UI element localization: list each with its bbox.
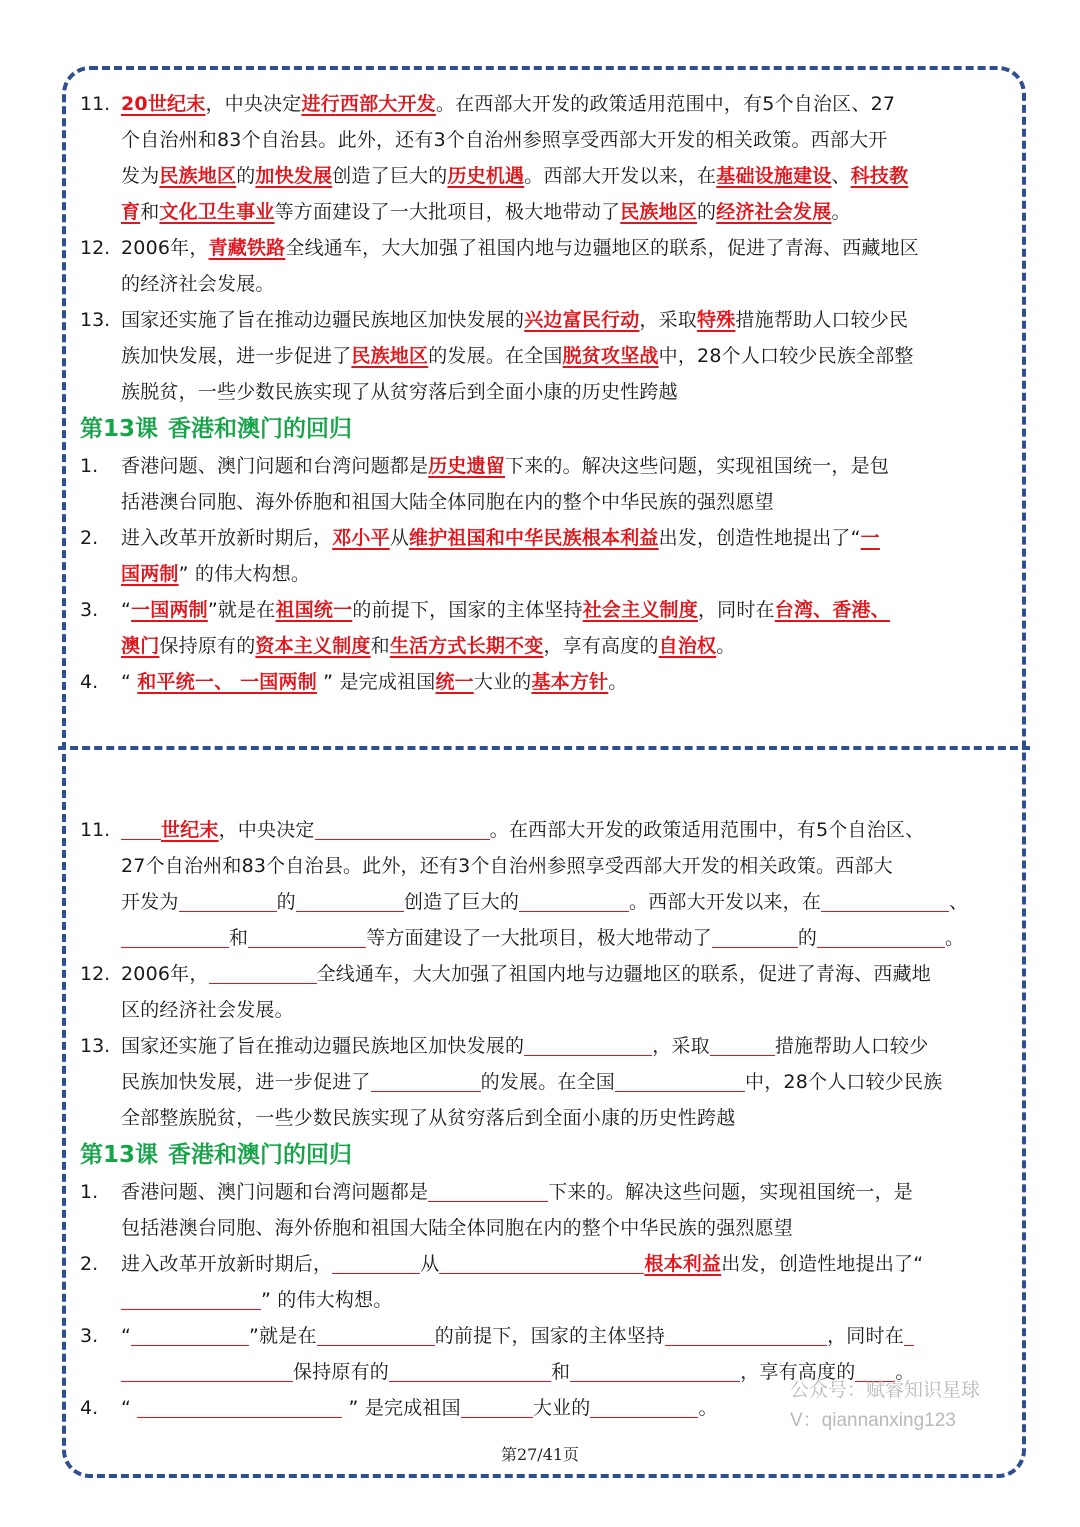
lesson-number: 第13课	[80, 416, 159, 442]
item-text	[121, 302, 1015, 338]
answer-blank[interactable]	[519, 887, 629, 912]
answer-blank[interactable]	[665, 1321, 827, 1346]
answer-blank[interactable]	[428, 1177, 548, 1202]
plain-text: 27个自治州和83个自治县。此外，还有3个自治州参照享受西部大开发的相关政策。西部大	[121, 855, 893, 877]
item-line	[80, 1100, 1015, 1136]
section-divider	[58, 746, 1030, 750]
answer-blank[interactable]	[317, 1321, 435, 1346]
plain-text: 出发，创造性地提出了“	[658, 527, 861, 549]
item-line	[80, 484, 1015, 520]
answer-blank[interactable]	[615, 1067, 745, 1092]
plain-text: 大业的	[532, 1397, 591, 1419]
answer-blank[interactable]	[371, 1067, 481, 1092]
plain-text: ” 的伟大构想。	[178, 563, 311, 585]
item-line	[80, 1246, 1015, 1282]
key-term: 统一	[435, 671, 474, 693]
plain-text: 下来的。解决这些问题，实现祖国统一，是	[548, 1181, 914, 1203]
watermark-line-1: 公众号：赋睿知识星球	[790, 1380, 981, 1401]
answer-blank[interactable]	[817, 923, 945, 948]
key-term: 根本利益	[644, 1253, 722, 1275]
plain-text: 和	[551, 1361, 571, 1383]
key-term: 世纪末	[161, 819, 219, 841]
plain-text: 保持原有的	[159, 635, 256, 657]
plain-text: 和	[229, 927, 249, 949]
item-line	[80, 448, 1015, 484]
key-term: 资本主义制度	[255, 635, 371, 657]
plain-text: 。西部大开发以来，在	[524, 165, 717, 187]
plain-text: 全线通车，大大加强了祖国内地与边疆地区的联系，促进了青海、西藏地	[316, 963, 931, 985]
plain-text: 包括港澳台同胞、海外侨胞和祖国大陆全体同胞在内的整个中华民族的强烈愿望	[121, 1217, 794, 1239]
item-number: 4.	[80, 1397, 99, 1419]
answer-blank[interactable]	[296, 887, 404, 912]
plain-text: 民族加快发展，进一步促进了	[121, 1071, 371, 1093]
item-number: 3.	[80, 1325, 99, 1347]
key-term: 祖国统一	[275, 599, 353, 621]
plain-text: 进入改革开放新时期后，	[121, 1253, 333, 1275]
key-term: 社会主义制度	[582, 599, 698, 621]
plain-text: 下来的。解决这些问题，实现祖国统一，是包	[505, 455, 890, 477]
plain-text: 的	[797, 927, 818, 949]
plain-text: 国家还实施了旨在推动边疆民族地区加快发展的	[121, 1035, 525, 1057]
item-text	[121, 1064, 1015, 1100]
key-term: 进行西部大开发	[301, 93, 436, 115]
item-line	[80, 556, 1015, 592]
plain-text: 全部整族脱贫，一些少数民族实现了从贫穷落后到全面小康的历史性跨越	[121, 1107, 736, 1129]
plain-text: 的发展。在全国	[428, 345, 563, 367]
item-number: 12.	[80, 963, 111, 985]
plain-text: 。	[945, 927, 965, 949]
item-line	[80, 812, 1015, 848]
item-text	[121, 1210, 1015, 1246]
item-line	[80, 1028, 1015, 1064]
plain-text: 的前提下，国家的主体坚持	[352, 599, 583, 621]
plain-text: “	[121, 671, 138, 693]
plain-text: ”就是在	[207, 599, 276, 621]
plain-text: 的前提下，国家的主体坚持	[434, 1325, 666, 1347]
plain-text: 全线通车，大大加强了祖国内地与边疆地区的联系，促进了青海、西藏地区	[285, 237, 919, 259]
lesson-title: 香港和澳门的回归	[168, 1142, 353, 1168]
plain-text: 香港问题、澳门问题和台湾问题都是	[121, 1181, 429, 1203]
page-number: 第27/41页	[500, 1445, 580, 1464]
item-line	[80, 592, 1015, 628]
item-text	[121, 592, 1015, 628]
key-term: 历史遗留	[428, 455, 506, 477]
item-text	[121, 158, 1015, 194]
key-term: 国两制	[121, 563, 179, 585]
item-text	[121, 1028, 1015, 1064]
item-text	[121, 338, 1015, 374]
item-text	[121, 664, 1015, 700]
answer-section	[80, 86, 1015, 700]
key-term: 加快发展	[255, 165, 333, 187]
answer-blank[interactable]	[712, 923, 798, 948]
key-term: 维护祖国和中华民族根本利益	[409, 527, 659, 549]
item-text	[121, 1100, 1015, 1136]
answer-blank[interactable]	[590, 1393, 698, 1418]
plain-text: 出发，创造性地提出了“	[721, 1253, 924, 1275]
item-line	[80, 884, 1015, 920]
answer-blank[interactable]	[121, 1285, 261, 1310]
plain-text: 和	[370, 635, 390, 657]
item-text	[121, 848, 1015, 884]
answer-blank[interactable]	[121, 923, 229, 948]
answer-blank[interactable]	[389, 1357, 551, 1382]
plain-text: ，同时在	[697, 599, 775, 621]
lesson-number: 第13课	[80, 1142, 159, 1168]
plain-text: “	[121, 1325, 132, 1347]
item-number: 3.	[80, 599, 99, 621]
lesson-heading	[80, 410, 1015, 448]
answer-blank[interactable]	[131, 1321, 249, 1346]
item-text	[121, 956, 1015, 992]
item-number: 11.	[80, 819, 111, 841]
item-line	[80, 848, 1015, 884]
item-text	[121, 812, 1015, 848]
answer-blank[interactable]	[439, 1249, 644, 1274]
item-line	[80, 302, 1015, 338]
item-text	[121, 1282, 1015, 1318]
plain-text: 区的经济社会发展。	[121, 999, 294, 1021]
plain-text: 创造了巨大的	[332, 165, 448, 187]
key-term: 特殊	[697, 309, 736, 331]
plain-text: “	[121, 599, 132, 621]
plain-text: 族脱贫，一些少数民族实现了从贫穷落后到全面小康的历史性跨越	[121, 381, 678, 403]
key-term: 育	[121, 201, 141, 223]
answer-blank[interactable]	[524, 1031, 652, 1056]
plain-text: ” 是完成祖国	[316, 671, 436, 693]
item-line	[80, 86, 1015, 122]
key-term: 经济社会发展	[716, 201, 832, 223]
item-text	[121, 884, 1015, 920]
plain-text: ，享有高度的	[543, 635, 659, 657]
plain-text: 国家还实施了旨在推动边疆民族地区加快发展的	[121, 309, 525, 331]
answer-blank[interactable]	[332, 1249, 420, 1274]
item-line	[80, 1064, 1015, 1100]
plain-text: 。在西部大开发的政策适用范围中，有5个自治区、	[489, 819, 925, 841]
item-line	[80, 230, 1015, 266]
key-term: 20世纪末	[121, 93, 206, 115]
item-text	[121, 1174, 1015, 1210]
key-term: 民族地区	[159, 165, 237, 187]
key-term: 一国两制	[131, 599, 208, 621]
plain-text: 、	[831, 165, 851, 187]
plain-text: 的发展。在全国	[480, 1071, 616, 1093]
item-line	[80, 992, 1015, 1028]
plain-text: 从	[420, 1253, 440, 1275]
item-line	[80, 956, 1015, 992]
watermark-line-2: V：qiannanxing123	[790, 1410, 956, 1431]
answer-blank[interactable]	[315, 815, 490, 840]
item-line	[80, 1318, 1015, 1354]
item-text	[121, 1318, 1015, 1354]
item-text	[121, 484, 1015, 520]
plain-text: 。	[608, 671, 628, 693]
answer-blank[interactable]	[248, 923, 366, 948]
plain-text: 开发为	[121, 891, 179, 913]
item-text	[121, 194, 1015, 230]
key-term: 科技教	[850, 165, 909, 187]
plain-text: 。	[831, 201, 851, 223]
item-number: 12.	[80, 237, 111, 259]
plain-text: ，采取	[652, 1035, 710, 1057]
key-term: 基础设施建设	[716, 165, 832, 187]
answer-blank[interactable]	[821, 887, 949, 912]
item-line	[80, 628, 1015, 664]
plain-text: 措施帮助人口较少	[774, 1035, 929, 1057]
item-line	[80, 158, 1015, 194]
key-term: 脱贫攻坚战	[562, 345, 659, 367]
plain-text: ，享有高度的	[740, 1361, 856, 1383]
plain-text: 进入改革开放新时期后，	[121, 527, 333, 549]
plain-text: 的经济社会发展。	[121, 273, 275, 295]
plain-text: 。西部大开发以来，在	[629, 891, 822, 913]
plain-text: ，采取	[639, 309, 698, 331]
item-text	[121, 86, 1015, 122]
answer-blank[interactable]	[461, 1393, 533, 1418]
plain-text: 等方面建设了一大批项目，极大地带动了	[366, 927, 712, 949]
item-text	[121, 920, 1015, 956]
plain-text: 。在西部大开发的政策适用范围中，有5个自治区、27	[435, 93, 896, 115]
key-term: 自治权	[658, 635, 717, 657]
plain-text: 2006年，	[121, 237, 209, 259]
answer-blank[interactable]	[710, 1031, 775, 1056]
plain-text: 发为	[121, 165, 160, 187]
plain-text: 2006年，	[121, 963, 209, 985]
key-term: 民族地区	[351, 345, 429, 367]
item-line	[80, 920, 1015, 956]
key-term: 台湾、香港、	[774, 599, 890, 621]
item-line	[80, 1210, 1015, 1246]
plain-text: 措施帮助人口较少民	[735, 309, 909, 331]
item-line	[80, 374, 1015, 410]
plain-text: 从	[389, 527, 410, 549]
item-number: 13.	[80, 1035, 111, 1057]
item-line	[80, 520, 1015, 556]
item-line	[80, 122, 1015, 158]
plain-text: 保持原有的	[293, 1361, 390, 1383]
plain-text: 的	[236, 165, 256, 187]
plain-text: 香港问题、澳门问题和台湾问题都是	[121, 455, 429, 477]
plain-text: 中，28个人口较少民族	[745, 1071, 943, 1093]
key-term: 基本方针	[531, 671, 609, 693]
lesson-heading	[80, 1136, 1015, 1174]
plain-text: 。	[895, 1361, 915, 1383]
fill-in-section	[80, 812, 1015, 1426]
plain-text: ，中央决定	[218, 819, 315, 841]
key-term: 一	[860, 527, 880, 549]
lesson-title: 香港和澳门的回归	[168, 416, 353, 442]
key-term: 青藏铁路	[208, 237, 286, 259]
key-term: 生活方式长期不变	[389, 635, 544, 657]
item-text	[121, 520, 1015, 556]
plain-text: 族加快发展，进一步促进了	[121, 345, 352, 367]
item-text	[121, 992, 1015, 1028]
item-text	[121, 556, 1015, 592]
item-text	[121, 374, 1015, 410]
plain-text: 的	[697, 201, 717, 223]
item-line	[80, 664, 1015, 700]
item-text	[121, 1246, 1015, 1282]
plain-text: 。	[698, 1397, 718, 1419]
item-number: 2.	[80, 527, 99, 549]
item-line	[80, 338, 1015, 374]
answer-blank[interactable]	[904, 1321, 914, 1346]
item-line	[80, 1282, 1015, 1318]
answer-blank[interactable]	[137, 1393, 342, 1418]
plain-text: ”就是在	[249, 1325, 317, 1347]
plain-text: 创造了巨大的	[403, 891, 520, 913]
watermark	[790, 1376, 980, 1436]
answer-blank[interactable]	[570, 1357, 740, 1382]
answer-blank[interactable]	[179, 887, 277, 912]
item-line	[80, 266, 1015, 302]
plain-text: 等方面建设了一大批项目，极大地带动了	[274, 201, 621, 223]
answer-blank[interactable]	[209, 959, 317, 984]
key-term: 兴边富民行动	[524, 309, 640, 331]
key-term: 民族地区	[620, 201, 698, 223]
plain-text: 大业的	[473, 671, 532, 693]
item-number: 2.	[80, 1253, 99, 1275]
plain-text: ” 的伟大构想。	[261, 1289, 393, 1311]
plain-text: 。	[716, 635, 736, 657]
plain-text: ” 是完成祖国	[342, 1397, 461, 1419]
plain-text: 中，28个人口较少民族全部整	[658, 345, 914, 367]
item-text	[121, 230, 1015, 266]
key-term: 和平统一、 一国两制	[137, 671, 317, 693]
plain-text: 、	[949, 891, 969, 913]
item-number: 13.	[80, 309, 111, 331]
plain-text: 的	[276, 891, 296, 913]
plain-text: 括港澳台同胞、海外侨胞和祖国大陆全体同胞在内的整个中华民族的强烈愿望	[121, 491, 774, 513]
key-term: 文化卫生事业	[159, 201, 275, 223]
item-number: 11.	[80, 93, 111, 115]
answer-blank[interactable]	[121, 1357, 293, 1382]
key-term: 邓小平	[332, 527, 390, 549]
item-text	[121, 448, 1015, 484]
key-term: 历史机遇	[447, 165, 525, 187]
item-line	[80, 1174, 1015, 1210]
plain-text: ，中央决定	[205, 93, 302, 115]
item-line	[80, 194, 1015, 230]
item-text	[121, 266, 1015, 302]
item-number: 1.	[80, 1181, 99, 1203]
item-text	[121, 122, 1015, 158]
item-number: 1.	[80, 455, 99, 477]
plain-text: 个自治州和83个自治县。此外，还有3个自治州参照享受西部大开发的相关政策。西部大开	[121, 129, 888, 151]
plain-text: 和	[140, 201, 160, 223]
item-text	[121, 628, 1015, 664]
plain-text: “	[121, 1397, 138, 1419]
answer-blank[interactable]	[121, 815, 161, 840]
key-term: 澳门	[121, 635, 160, 657]
plain-text: ，同时在	[827, 1325, 904, 1347]
item-number: 4.	[80, 671, 99, 693]
